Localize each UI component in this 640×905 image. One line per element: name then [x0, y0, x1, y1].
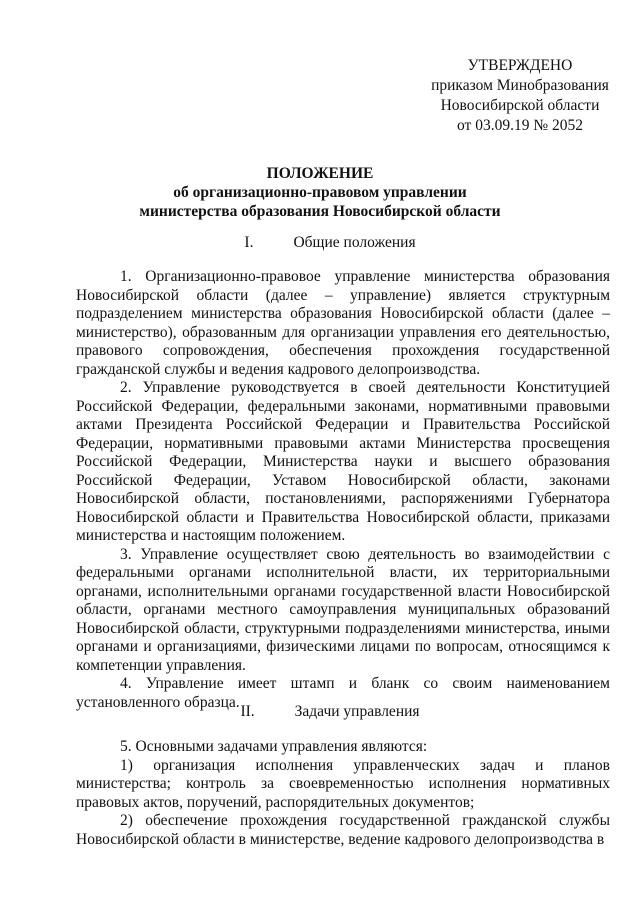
approval-label: УТВЕРЖДЕНО: [467, 57, 573, 74]
title-line-3: министерства образования Новосибирской области: [139, 203, 501, 220]
paragraph-1: 1. Организационно-правовое управление министерства образования Новосибирской области (далее – управление) является структурным подразделением министерства образования Новосибирской области (далее – министерство), образованным для организации управления его деятельностью, правового сопровождения, обеспечения прохождения государственной гражданской службы и ведения кадрового делопроизводства.: [76, 268, 610, 378]
title-line-2: об организационно-правовом управлении: [173, 184, 467, 201]
approval-date-number: от 03.09.19 № 2052: [457, 117, 583, 134]
section-2-heading: [10, 702, 640, 721]
section-1-title: Общие положения: [293, 234, 416, 251]
approval-stamp-block: [400, 56, 640, 136]
paragraph-5: 5. Основными задачами управления являются:: [120, 738, 428, 755]
section-2-number: II.: [240, 703, 255, 720]
section-1-body: [76, 268, 610, 712]
paragraph-2: 2. Управление руководствуется в своей деятельности Конституцией Российской Федерации, федеральными законами, нормативными правовыми актами Президента Российской Федерации и Правительства Российской Федерации, нормативными правовыми актами Министерства просвещения Российской Федерации, Министерства науки и высшего образования Российской Федерации, Уставом Новосибирской области, законами Новосибирской области, постановлениями, распоряжениями Губернатора Новосибирской области и Правительства Новосибирской области, приказами министерства и настоящим положением.: [76, 379, 610, 544]
approval-region-line: Новосибирской области: [440, 97, 600, 114]
section-1-heading: [10, 233, 640, 252]
paragraph-5-item-1: 1) организация исполнения управленческих задач и планов министерства; контроль за своевременностью исполнения нормативных правовых актов, поручений, распорядительных документов;: [76, 756, 610, 811]
paragraph-5-item-2: 2) обеспечение прохождения государственной гражданской службы Новосибирской области в министерстве, ведение кадрового делопроизводства в: [76, 812, 610, 848]
section-2-body: [76, 738, 610, 849]
document-title: [0, 164, 640, 221]
section-1-number: I.: [244, 234, 254, 251]
paragraph-3: 3. Управление осуществляет свою деятельность во взаимодействии с федеральными органами исполнительной власти, их территориальными органами, исполнительными органами государственной власти Новосибирской области, органами местного самоуправления муниципальных образований Новосибирской области, структурными подразделениями министерства, иными органами и организациями, физическими лицами по вопросам, относящимся к компетенции управления.: [76, 545, 610, 674]
paragraph-4: 4. Управление имеет штамп и бланк со своим наименованием установленного образца.: [76, 675, 610, 711]
title-line-1: ПОЛОЖЕНИЕ: [266, 165, 374, 182]
approval-order-line: приказом Минобразования: [431, 77, 609, 94]
section-2-title: Задачи управления: [294, 703, 420, 720]
